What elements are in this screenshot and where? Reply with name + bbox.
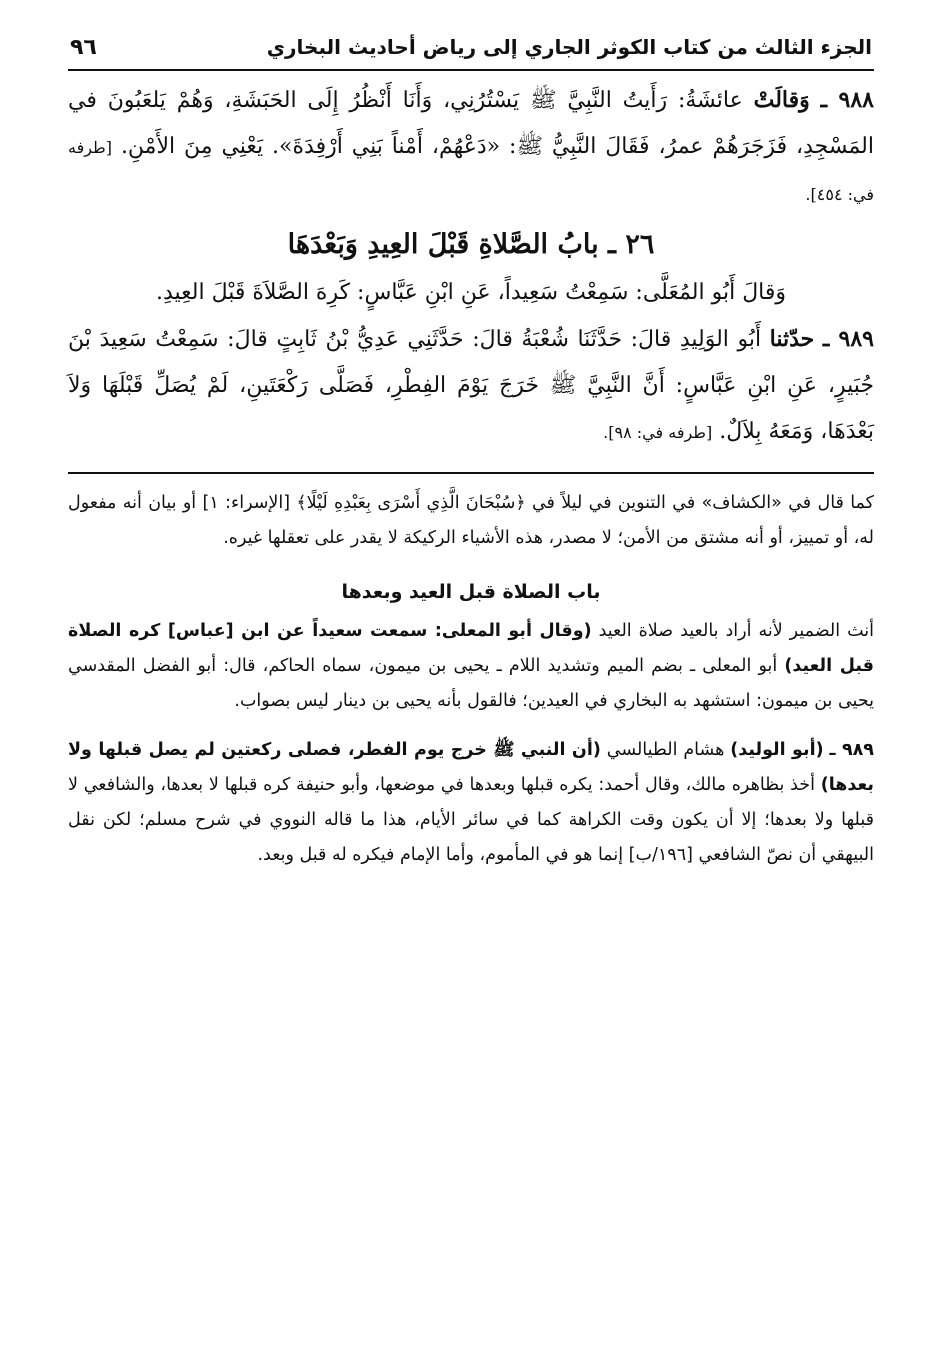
- hadith-reference: [طرفه في: ٤٥٤].: [68, 138, 874, 204]
- hadith-number: ٩٨٨ ـ: [820, 87, 874, 113]
- commentary-text: هشام الطيالسي: [606, 740, 725, 760]
- hadith-narrator: وَقالَتْ: [753, 87, 810, 113]
- hadith-number: ٩٨٩ ـ: [822, 326, 874, 352]
- commentary-text: أنث الضمير لأنه أراد بالعيد صلاة العيد: [598, 621, 874, 641]
- quran-quote: ﴿سُبْحَانَ الَّذِي أَسْرَى بِعَبْدِهِ لَيْلًا﴾: [296, 493, 526, 513]
- commentary-hadith-number: ٩٨٩ ـ: [829, 740, 874, 760]
- page-number: ٩٦: [70, 35, 97, 60]
- commentary-text: [الإسراء: ١] أو بيان أنه مفعول له، أو تمييز، أو أنه مشتق من الأمن؛ لا مصدر، هذه الأشياء الركيكة لا يقدر على تعقلها غيره.: [68, 493, 874, 548]
- running-header: [68, 30, 874, 71]
- commentary-quoted-text: (أبو الوليد): [730, 740, 824, 760]
- book-page: [68, 30, 874, 873]
- hadith-text: أَبُو الوَلِيدِ قالَ: حَدَّثَنَا شُعْبَةُ قالَ: حَدَّثَنِي عَدِيُّ بْنُ ثَابِتٍ قالَ: سَمِعْتُ سَعِيدَ بْنَ جُبَيرٍ، عَنِ ابْنِ عَبَّاسٍ: أَنَّ النَّبِيَّ ﷺ خَرَجَ يَوْمَ الفِطْرِ، فَصَلَّى رَكْعَتَينِ، لَمْ يُصَلِّ قَبْلَهَا وَلاَ بَعْدَهَا، وَمَعَهُ بِلاَلٌ.: [68, 327, 874, 444]
- book-title: الجزء الثالث من كتاب الكوثر الجاري إلى رياض أحاديث البخاري: [266, 35, 872, 59]
- footnote-divider: [68, 472, 874, 474]
- commentary-paragraph-2: [68, 614, 874, 719]
- hadith-reference: [طرفه في: ٩٨].: [603, 423, 713, 442]
- commentary-paragraph-3: [68, 733, 874, 873]
- hadith-text: عائشَةُ: رَأَيتُ النَّبِيَّ ﷺ يَسْتُرُنِي، وَأَنَا أَنْظُرُ إِلَى الحَبَشَةِ، وَهُمْ يَلعَبُونَ في المَسْجِدِ، فَزَجَرَهُمْ عمرُ، فَقَالَ النَّبِيُّ ﷺ: «دَعْهُمْ، أَمْناً بَنِي أَرْفِدَةَ». يَعْنِي مِنَ الأَمْنِ.: [68, 88, 874, 159]
- commentary-quoted-text: (أن النبي ﷺ خرج يوم الفطر، فصلى ركعتين لم يصل قبلها ولا بعدها): [68, 740, 874, 795]
- commentary-section-title: باب الصلاة قبل العيد وبعدها: [341, 581, 601, 603]
- commentary-text: كما قال في «الكشاف» في التنوين في ليلاً في: [531, 493, 875, 513]
- commentary-text: أبو المعلى ـ بضم الميم وتشديد اللام ـ يحيى بن ميمون، سماه الحاكم، قال: أبو الفضل المقدسي يحيى بن ميمون: استشهد به البخاري في العيدين؛ فالقول بأنه يحيى بن دينار ليس بصواب.: [68, 656, 874, 711]
- hadith-narrator: حدّثنا: [769, 326, 815, 352]
- chapter-title: ٢٦ ـ بابُ الصَّلاةِ قَبْلَ العِيدِ وَبَعْدَهَا: [287, 229, 655, 260]
- commentary-quoted-text: (وقال أبو المعلى: سمعت سعيداً عن ابن [عباس] كره الصلاة قبل العيد): [68, 621, 874, 676]
- commentary-text: أخذ بظاهره مالك، وقال أحمد: يكره قبلها وبعدها في موضعها، وأبو حنيفة كره قبلها لا بعدها، والشافعي لا قبلها ولا بعدها؛ إلا أن يكون وقت الكراهة كما في سائر الأيام، هذا ما قاله النووي في شرح مسلم؛ لكن نقل البيهقي أن نصّ الشافعي [١٩٦/ب] إنما هو في المأموم، وأما الإمام فيكره له قبل وبعد.: [68, 775, 874, 865]
- hadith-989: [68, 316, 874, 456]
- commentary-paragraph-1: [68, 486, 874, 556]
- hadith-988: [68, 77, 874, 218]
- chapter-intro: وَقالَ أَبُو المُعَلَّى: سَمِعْتُ سَعِيداً، عَنِ ابْنِ عَبَّاسٍ: كَرِهَ الصَّلاَةَ قَبْلَ العِيدِ.: [155, 280, 787, 305]
